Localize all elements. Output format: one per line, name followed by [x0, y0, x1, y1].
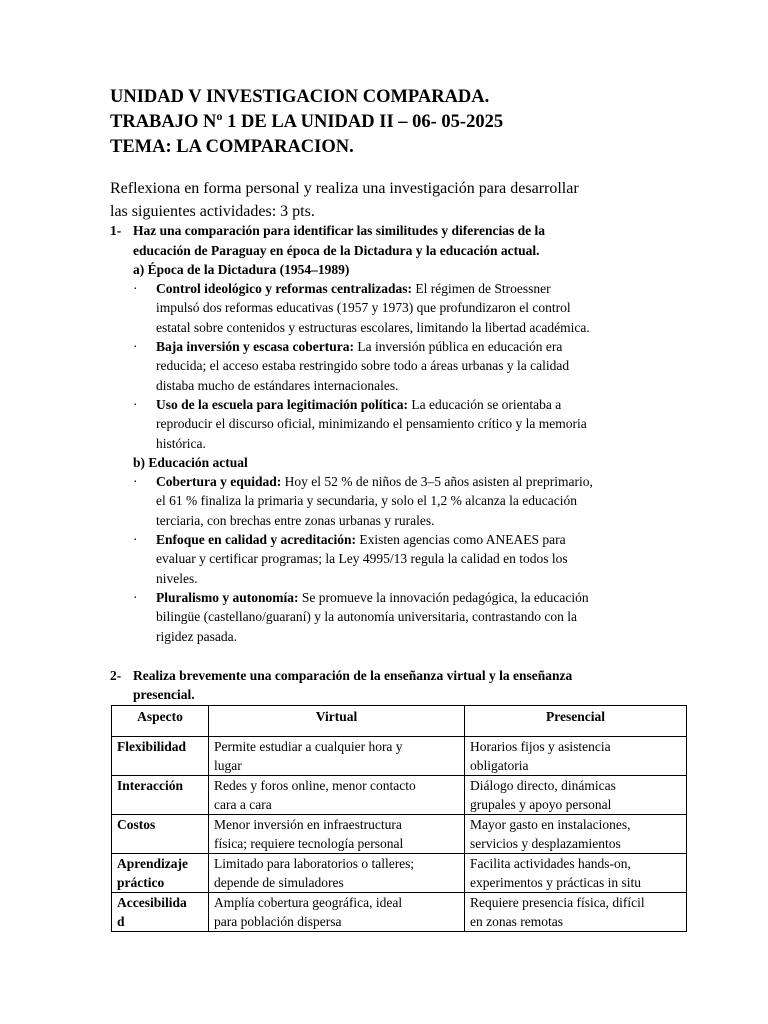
- a-item-3-line-3: histórica.: [156, 436, 206, 451]
- virtual-text: Menor inversión en infraestructura: [214, 817, 402, 832]
- virtual-text-cont: física; requiere tecnología personal: [214, 836, 404, 851]
- a-item-2-line-1: [156, 337, 562, 356]
- b-item-1-title: Cobertura y equidad:: [156, 474, 282, 489]
- a-item-1-title: Control ideológico y reformas centralizadas:: [156, 281, 412, 296]
- aspect-cell: [112, 854, 209, 893]
- table-row: [112, 776, 687, 815]
- bullet-icon: ·: [133, 397, 138, 412]
- virtual-text-cont: depende de simuladores: [214, 875, 344, 890]
- b-item-2-text: Existen agencias como ANEAES para: [356, 532, 566, 547]
- b-item-3-line-2: bilingüe (castellano/guaraní) y la autonomía universitaria, contrastando con la: [156, 609, 577, 624]
- aspect-cell: [112, 776, 209, 815]
- header-aspect: Aspecto: [112, 706, 209, 737]
- virtual-text-cont: cara a cara: [214, 797, 272, 812]
- aspect-cell: [112, 815, 209, 854]
- table-row: [112, 815, 687, 854]
- presencial-text: Diálogo directo, dinámicas: [470, 778, 616, 793]
- aspect-text: Accesibilida: [117, 895, 187, 910]
- header-presencial: Presencial: [465, 706, 687, 737]
- presencial-cell: [465, 737, 687, 776]
- aspect-text: Flexibilidad: [117, 739, 187, 754]
- b-item-3-line-3: rigidez pasada.: [156, 629, 237, 644]
- question-1-text-line-1: Haz una comparación para identificar las similitudes y diferencias de la: [133, 223, 545, 238]
- virtual-text: Permite estudiar a cualquier hora y: [214, 739, 403, 754]
- aspect-text-cont: práctico: [117, 875, 165, 890]
- intro-line-2: las siguientes actividades: 3 pts.: [110, 203, 315, 220]
- b-item-2-line-2: evaluar y certificar programas; la Ley 4995/13 regula la calidad en todos los: [156, 551, 568, 566]
- presencial-text-cont: grupales y apoyo personal: [470, 797, 612, 812]
- virtual-cell: [209, 737, 465, 776]
- presencial-text: Horarios fijos y asistencia: [470, 739, 611, 754]
- doc-title-topic: TEMA: LA COMPARACION.: [110, 137, 354, 157]
- table-header-row: [112, 706, 687, 737]
- b-item-1-line-3: terciaria, con brechas entre zonas urbanas y rurales.: [156, 513, 435, 528]
- a-item-3-title: Uso de la escuela para legitimación política:: [156, 397, 408, 412]
- a-item-3-line-2: reproducir el discurso oficial, minimizando el pensamiento crítico y la memoria: [156, 416, 587, 431]
- presencial-cell: [465, 776, 687, 815]
- presencial-cell: [465, 893, 687, 932]
- presencial-text: Requiere presencia física, difícil: [470, 895, 645, 910]
- presencial-text: Mayor gasto en instalaciones,: [470, 817, 631, 832]
- table-row: [112, 854, 687, 893]
- virtual-cell: [209, 893, 465, 932]
- a-item-1-line-3: estatal sobre contenidos y estructuras escolares, limitando la libertad académica.: [156, 320, 590, 335]
- a-item-1-text: El régimen de Stroessner: [411, 281, 551, 296]
- aspect-text: Aprendizaje: [117, 856, 188, 871]
- b-item-3-text: Se promueve la innovación pedagógica, la educación: [298, 590, 589, 605]
- virtual-text-cont: lugar: [214, 758, 242, 773]
- bullet-icon: ·: [133, 590, 138, 605]
- intro-line-1: Reflexiona en forma personal y realiza una investigación para desarrollar: [110, 180, 579, 197]
- aspect-cell: [112, 893, 209, 932]
- header-virtual: Virtual: [209, 706, 465, 737]
- virtual-cell: [209, 776, 465, 815]
- presencial-cell: [465, 815, 687, 854]
- section-b-heading: b) Educación actual: [133, 455, 248, 470]
- a-item-1-line-1: [156, 279, 551, 298]
- question-1-text-line-2: educación de Paraguay en época de la Dictadura y la educación actual.: [133, 243, 540, 258]
- b-item-2-title: Enfoque en calidad y acreditación:: [156, 532, 357, 547]
- a-item-1-line-2: impulsó dos reformas educativas (1957 y 1973) que profundizaron el control: [156, 300, 571, 315]
- a-item-3-line-1: [156, 395, 561, 414]
- comparison-table: [111, 705, 687, 932]
- bullet-icon: ·: [133, 532, 138, 547]
- b-item-1-line-2: el 61 % finaliza la primaria y secundaria, y solo el 1,2 % alcanza la educación: [156, 493, 577, 508]
- virtual-text: Limitado para laboratorios o talleres;: [214, 856, 415, 871]
- question-2-number: 2-: [110, 668, 122, 683]
- virtual-text: Amplía cobertura geográfica, ideal: [214, 895, 403, 910]
- aspect-text: Interacción: [117, 778, 183, 793]
- a-item-3-text: La educación se orientaba a: [407, 397, 562, 412]
- aspect-cell: [112, 737, 209, 776]
- a-item-2-line-2: reducida; el acceso estaba restringido sobre todo a áreas urbanas y la calidad: [156, 358, 570, 373]
- b-item-1-line-1: [156, 472, 593, 491]
- doc-title-unit: UNIDAD V INVESTIGACION COMPARADA.: [110, 87, 490, 107]
- question-2-text-line-1: Realiza brevemente una comparación de la enseñanza virtual y la enseñanza: [133, 668, 573, 683]
- aspect-text-cont: d: [117, 914, 125, 929]
- b-item-2-line-3: niveles.: [156, 571, 198, 586]
- question-1-number: 1-: [110, 223, 122, 238]
- presencial-text-cont: en zonas remotas: [470, 914, 563, 929]
- a-item-2-line-3: distaba mucho de estándares internacionales.: [156, 378, 399, 393]
- bullet-icon: ·: [133, 474, 138, 489]
- a-item-2-title: Baja inversión y escasa cobertura:: [156, 339, 354, 354]
- presencial-text-cont: obligatoria: [470, 758, 529, 773]
- doc-title-assignment: TRABAJO Nº 1 DE LA UNIDAD II – 06- 05-2025: [110, 112, 504, 132]
- section-a-heading: a) Época de la Dictadura (1954–1989): [133, 262, 350, 277]
- virtual-cell: [209, 815, 465, 854]
- aspect-text: Costos: [117, 817, 156, 832]
- b-item-1-text: Hoy el 52 % de niños de 3–5 años asisten al preprimario,: [281, 474, 593, 489]
- table-row: [112, 893, 687, 932]
- b-item-3-line-1: [156, 588, 589, 607]
- a-item-2-text: La inversión pública en educación era: [353, 339, 563, 354]
- presencial-text: Facilita actividades hands-on,: [470, 856, 631, 871]
- question-2-text-line-2: presencial.: [133, 687, 195, 702]
- b-item-2-line-1: [156, 530, 566, 549]
- presencial-text-cont: experimentos y prácticas in situ: [470, 875, 641, 890]
- virtual-text-cont: para población dispersa: [214, 914, 342, 929]
- presencial-text-cont: servicios y desplazamientos: [470, 836, 621, 851]
- bullet-icon: ·: [133, 339, 138, 354]
- b-item-3-title: Pluralismo y autonomía:: [156, 590, 299, 605]
- table-row: [112, 737, 687, 776]
- virtual-cell: [209, 854, 465, 893]
- bullet-icon: ·: [133, 281, 138, 296]
- presencial-cell: [465, 854, 687, 893]
- virtual-text: Redes y foros online, menor contacto: [214, 778, 416, 793]
